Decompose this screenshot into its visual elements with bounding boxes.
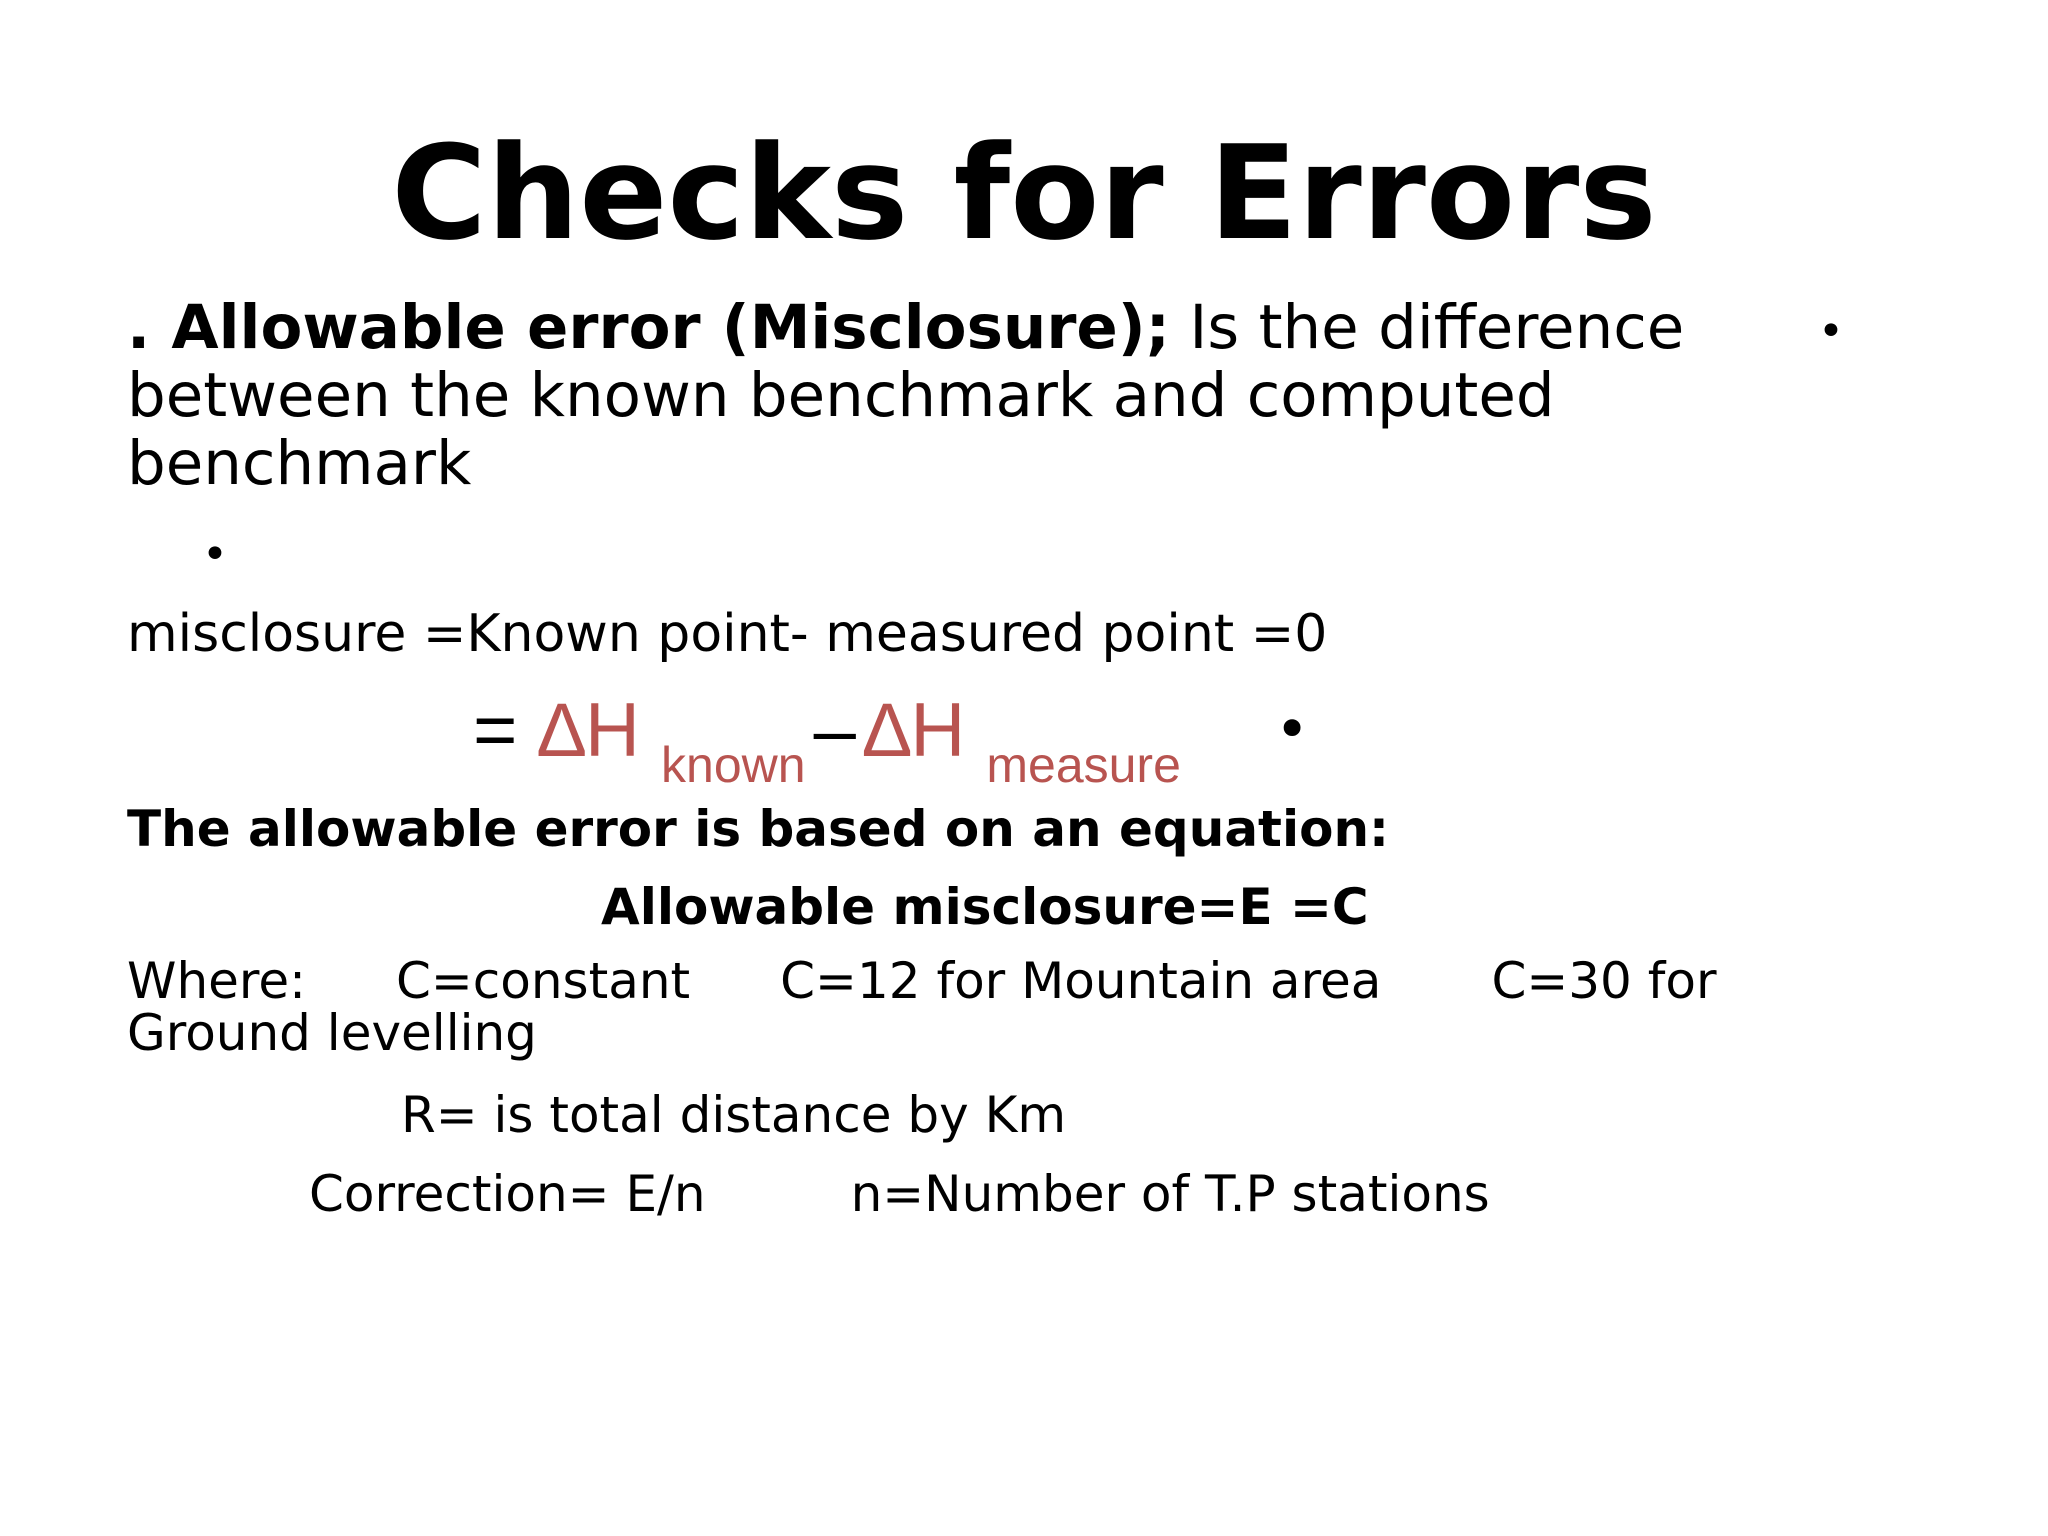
definition-label: . Allowable error (Misclosure); bbox=[127, 292, 1171, 363]
formula-sub-measure: measure bbox=[986, 737, 1181, 793]
equation-intro: The allowable error is based on an equation: bbox=[127, 800, 1390, 858]
r-definition: R= is total distance by Km bbox=[401, 1086, 1067, 1144]
where-label: Where: bbox=[127, 952, 306, 1010]
allowable-equation: Allowable misclosure=E =C bbox=[601, 878, 1369, 936]
c-ground: C=30 for Ground levelling bbox=[127, 952, 1717, 1062]
bullet-top-right: • bbox=[1818, 306, 1844, 357]
c-mountain: C=12 for Mountain area bbox=[780, 952, 1382, 1010]
slide-title: Checks for Errors bbox=[391, 117, 1657, 269]
formula-minus: – bbox=[813, 688, 856, 773]
formula-delta-h-measure: ∆H bbox=[863, 688, 966, 773]
definition-text: Is the difference between the known benchmark and computed benchmark bbox=[127, 292, 1685, 499]
formula-delta-h-known: ∆H bbox=[538, 688, 640, 773]
misclosure-line: misclosure =Known point- measured point =0 bbox=[127, 604, 1328, 664]
correction-line bbox=[309, 1165, 1490, 1223]
bullet-formula: • bbox=[1275, 695, 1310, 763]
formula-sub-known: known bbox=[661, 737, 806, 793]
delta-h-formula bbox=[473, 686, 1181, 793]
n-definition: n=Number of T.P stations bbox=[850, 1165, 1490, 1223]
formula-equals: = bbox=[473, 688, 518, 773]
where-paragraph bbox=[127, 952, 1887, 1062]
definition-paragraph bbox=[127, 294, 1847, 498]
bullet-empty: • bbox=[202, 529, 228, 580]
c-constant: C=constant bbox=[395, 952, 691, 1010]
correction-formula: Correction= E/n bbox=[309, 1165, 706, 1223]
